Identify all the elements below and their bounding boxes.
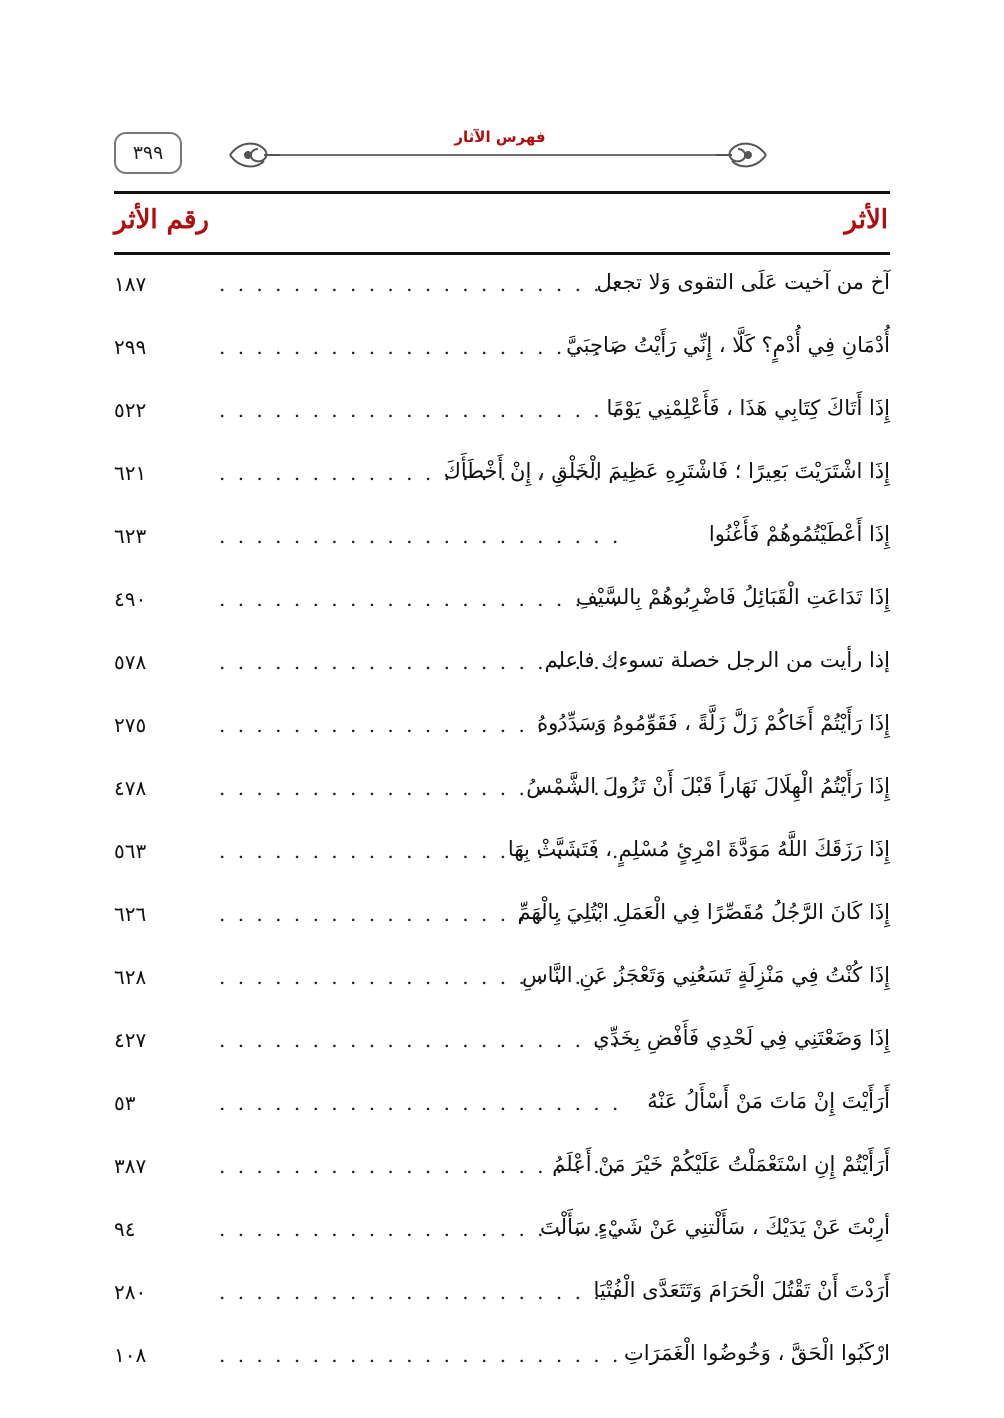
entry-text: إِذَا رَأَيْتُمْ أَخَاكُمْ زَلَّ زَلَّةً ، فَقَوِّمُوهُ وَسَدِّدُوهُ (537, 711, 890, 735)
dot-leader (219, 1028, 630, 1052)
entry-text: أرِبْتَ عَنْ يَدَيْكَ ، سَأَلْتنِي عَنْ شَيْءٍ سَأَلْتَ (540, 1215, 890, 1239)
entry-number: ٦٢٣ (114, 524, 147, 548)
entry-text: أَرَأَيْتُمْ إِنِ اسْتَعْمَلْتُ عَلَيْكُمْ خَيْرَ مَنْ أَعْلَمُ (552, 1152, 890, 1176)
dot-leader (219, 1280, 630, 1304)
entry-text: آخ من آخيت عَلَى التقوى وَلا تجعل (596, 270, 890, 294)
dot-leader (219, 587, 630, 611)
entry-number: ٦٢١ (114, 461, 147, 485)
column-header-number: رقم الأثر (114, 205, 209, 235)
entry-text: أَرَدْتَ أَنْ تَقْتُلَ الْحَرَامَ وَتَتَعَدَّى الْفُتْيَا (593, 1278, 890, 1302)
list-item (114, 510, 890, 573)
entry-text: إِذَا كُنْتُ فِي مَنْزِلَةٍ تَسَعُنِي وَتَعْجَزُ عَنِ النَّاسِ (521, 963, 890, 987)
header-rule (114, 252, 890, 255)
list-item (114, 1329, 890, 1392)
entry-number: ٢٧٥ (114, 713, 147, 737)
list-item (114, 573, 890, 636)
page-number: ٣٩٩ (114, 132, 182, 174)
dot-leader (219, 398, 630, 422)
entry-text: إِذَا رَزَقَكَ اللَّهُ مَوَدَّةَ امْرِئٍ مُسْلِمٍ ، فَتَشَبَّثْ بِهَا (507, 837, 890, 861)
entry-number: ٥٢٢ (114, 398, 147, 422)
entry-number: ٦٢٨ (114, 965, 147, 989)
list-item (114, 447, 890, 510)
entry-text: إِذَا وَضَعْتَنِي فِي لَحْدِي فَأَفْضِ بِخَدِّي (593, 1026, 890, 1050)
dot-leader (219, 524, 630, 548)
entry-text: إِذَا رَأَيْتُمُ الْهِلَالَ نَهَاراً قَبْلَ أَنْ تَزُولَ الشَّمْسُ (526, 774, 890, 798)
left-flourish-icon (230, 144, 280, 167)
list-item (114, 1140, 890, 1203)
top-rule (114, 191, 890, 194)
entry-number: ٢٩٩ (114, 335, 147, 359)
entry-number: ٥٦٣ (114, 839, 147, 863)
entry-text: أَرَأَيْتَ إِنْ مَاتَ مَنْ أَسْأَلُ عَنْهُ (647, 1089, 890, 1113)
list-item (114, 825, 890, 888)
dot-leader (219, 272, 630, 296)
entry-number: ٤٩٠ (114, 587, 147, 611)
entry-text: إِذَا اشْتَرَيْتَ بَعِيرًا ؛ فَاشْتَرِهِ عَظِيمَ الْخَلْقِ ، إِنْ أَخْطَأَكَ (443, 459, 890, 483)
entry-text: إِذَا كَانَ الرَّجُلُ مُقَصِّرًا فِي الْعَمَلِ ابْتُلِيَ بِالْهَمِّ (517, 900, 890, 924)
entry-text: ارْكَبُوا الْحَقَّ ، وَخُوضُوا الْغَمَرَاتِ (624, 1341, 890, 1365)
entry-text: إِذَا أَتَاكَ كِتَابِي هَذَا ، فَأَعْلِمْنِي يَوْمًا (606, 396, 890, 420)
entry-number: ٩٤ (114, 1217, 136, 1241)
list-item (114, 1077, 890, 1140)
entry-number: ٥٣ (114, 1091, 136, 1115)
entry-number: ٥٧٨ (114, 650, 147, 674)
list-item (114, 762, 890, 825)
entry-number: ٤٧٨ (114, 776, 147, 800)
index-list (114, 258, 890, 1392)
entry-number: ١٨٧ (114, 272, 147, 296)
entry-text: إذا رأيت من الرجل خصلة تسوءك فاعلم (544, 648, 890, 672)
entry-number: ٣٨٧ (114, 1154, 147, 1178)
list-item (114, 1266, 890, 1329)
entry-text: إِذَا أَعْطَيْتُمُوهُمْ فَأَغْنُوا (708, 522, 890, 546)
entry-number: ٢٨٠ (114, 1280, 147, 1304)
entry-number: ٤٢٧ (114, 1028, 147, 1052)
list-item (114, 699, 890, 762)
column-header-athar: الأثر (844, 205, 888, 235)
entry-text: أُدْمَانِ فِي أُدْمٍ؟ كَلَّا ، إِنِّي رَأَيْتُ صَاحِبَيَّ (566, 333, 890, 357)
list-item (114, 888, 890, 951)
list-item (114, 1014, 890, 1077)
list-item (114, 951, 890, 1014)
list-item (114, 384, 890, 447)
entry-number: ٦٢٦ (114, 902, 147, 926)
dot-leader (219, 1343, 630, 1367)
list-item (114, 321, 890, 384)
entry-number: ١٠٨ (114, 1343, 147, 1367)
entry-text: إِذَا تَدَاعَتِ الْقَبَائِلُ فَاضْرِبُوهُمْ بِالسَّيْفِ (576, 585, 890, 609)
list-item (114, 258, 890, 321)
dot-leader (219, 1091, 630, 1115)
running-title: فهرس الآثار (454, 128, 546, 146)
right-flourish-icon (716, 144, 766, 167)
list-item (114, 1203, 890, 1266)
list-item (114, 636, 890, 699)
